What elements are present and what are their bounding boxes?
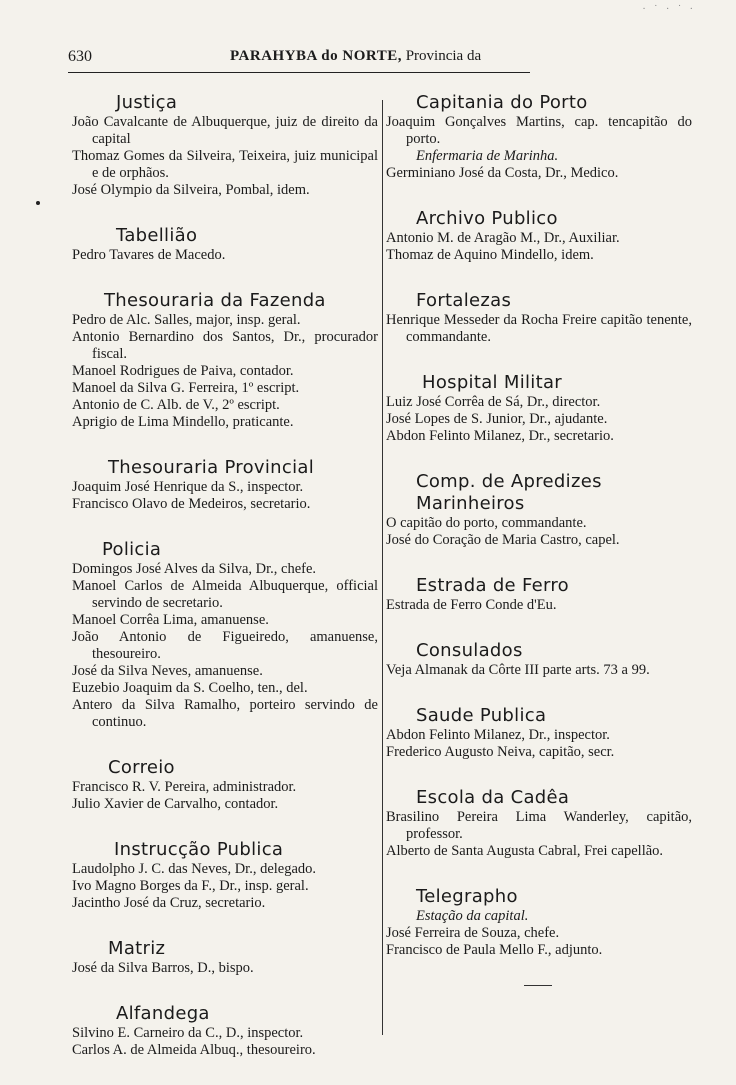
right-section: [386, 471, 692, 549]
entry-line: O capitão do porto, commandante.: [386, 515, 587, 531]
entry-line: José Olympio da Silveira, Pombal, idem.: [72, 182, 310, 198]
entry-line: Manoel da Silva G. Ferreira, 1º escript.: [72, 380, 300, 396]
entry-line: Antonio Bernardino dos Santos, Dr., procurador fiscal.: [72, 329, 378, 362]
entry-line: Alberto de Santa Augusta Cabral, Frei capellão.: [386, 843, 664, 859]
entry-line: Henrique Messeder da Rocha Freire capitão tenente, commandante.: [386, 312, 692, 345]
left-section: [72, 1003, 378, 1059]
entry-line: José Ferreira de Souza, chefe.: [386, 925, 560, 941]
entry-line: José da Silva Neves, amanuense.: [72, 663, 263, 679]
entry-line: Pedro de Alc. Salles, major, insp. geral.: [72, 312, 301, 328]
entry-line: Silvino E. Carneiro da C., D., inspector.: [72, 1025, 304, 1041]
running-title: [230, 48, 481, 65]
entry-line: Joaquim Gonçalves Martins, cap. tencapitão do porto.: [386, 114, 692, 147]
section-heading: Policia: [102, 539, 162, 560]
section-heading: Consulados: [416, 640, 523, 661]
section-heading: Matriz: [108, 938, 166, 959]
section-heading: Capitania do Porto: [416, 92, 588, 113]
section-heading: Tabellião: [116, 225, 198, 246]
left-section: [72, 938, 378, 977]
right-section: [386, 208, 692, 264]
left-section: [72, 290, 378, 431]
entry-line: Aprigio de Lima Mindello, praticante.: [72, 414, 294, 430]
right-section: [386, 886, 692, 959]
entry-line: Francisco de Paula Mello F., adjunto.: [386, 942, 603, 958]
right-column: [386, 92, 692, 986]
section-heading: Correio: [108, 757, 175, 778]
entry-line: Pedro Tavares de Macedo.: [72, 247, 226, 263]
entry-line: Ivo Magno Borges da F., Dr., insp. geral.: [72, 878, 309, 894]
entry-line: José do Coração de Maria Castro, capel.: [386, 532, 620, 548]
left-column: [72, 92, 378, 1085]
running-title-rest: Provincia da: [405, 48, 482, 64]
section-heading: Comp. de Apredizes Marinheiros: [416, 471, 602, 514]
section-heading: Escola da Cadêa: [416, 787, 570, 808]
section-heading: Justiça: [116, 92, 178, 113]
section-heading: Fortalezas: [416, 290, 512, 311]
entry-line: Abdon Felinto Milanez, Dr., inspector.: [386, 727, 610, 743]
left-section: [72, 92, 378, 199]
right-section: [386, 290, 692, 346]
left-section: [72, 757, 378, 813]
entry-line: Carlos A. de Almeida Albuq., thesoureiro.: [72, 1042, 316, 1058]
section-heading: Hospital Militar: [422, 372, 562, 393]
entry-line: Jacintho José da Cruz, secretario.: [72, 895, 266, 911]
entry-line: Antonio M. de Aragão M., Dr., Auxiliar.: [386, 230, 620, 246]
entry-line: Joaquim José Henrique da S., inspector.: [72, 479, 304, 495]
entry-line: Abdon Felinto Milanez, Dr., secretario.: [386, 428, 614, 444]
entry-line: José Lopes de S. Junior, Dr., ajudante.: [386, 411, 608, 427]
section-heading: Archivo Publico: [416, 208, 558, 229]
right-section: [386, 705, 692, 761]
page-number: 630: [68, 48, 92, 65]
paper-specks: · ˙ · ˙ ·: [642, 4, 696, 15]
ink-dot: [36, 201, 40, 205]
column-divider: [382, 100, 383, 1035]
section-heading: Estrada de Ferro: [416, 575, 569, 596]
section-heading: Telegrapho: [416, 886, 518, 907]
entry-line: Domingos José Alves da Silva, Dr., chefe.: [72, 561, 317, 577]
section-heading: Saude Publica: [416, 705, 547, 726]
entry-line: José da Silva Barros, D., bispo.: [72, 960, 254, 976]
entry-line: Julio Xavier de Carvalho, contador.: [72, 796, 279, 812]
entry-line: Thomaz Gomes da Silveira, Teixeira, juiz municipal e de orphãos.: [72, 148, 378, 181]
entry-line: Germiniano José da Costa, Dr., Medico.: [386, 165, 619, 181]
entry-line: Antonio de C. Alb. de V., 2º escript.: [72, 397, 280, 413]
entry-line: Euzebio Joaquim da S. Coelho, ten., del.: [72, 680, 308, 696]
entry-line: Estrada de Ferro Conde d'Eu.: [386, 597, 557, 613]
right-section: [386, 92, 692, 182]
end-rule: [524, 985, 552, 986]
entry-line: Brasilino Pereira Lima Wanderley, capitão, professor.: [386, 809, 692, 842]
entry-line: Francisco Olavo de Medeiros, secretario.: [72, 496, 311, 512]
entry-line: Thomaz de Aquino Mindello, idem.: [386, 247, 594, 263]
section-heading: Thesouraria da Fazenda: [104, 290, 326, 311]
entry-line: Manoel Corrêa Lima, amanuense.: [72, 612, 269, 628]
right-section: [386, 575, 692, 614]
entry-line: João Cavalcante de Albuquerque, juiz de direito da capital: [72, 114, 378, 147]
right-section: [386, 372, 692, 445]
section-heading: Instrucção Publica: [114, 839, 284, 860]
section-heading: Thesouraria Provincial: [108, 457, 315, 478]
section-subheading: Estação da capital.: [416, 908, 529, 924]
entry-line: Francisco R. V. Pereira, administrador.: [72, 779, 297, 795]
left-section: [72, 225, 378, 264]
running-title-bold: PARAHYBA do NORTE,: [230, 48, 402, 64]
entry-line: Frederico Augusto Neiva, capitão, secr.: [386, 744, 615, 760]
entry-line: Antero da Silva Ramalho, porteiro servindo de continuo.: [72, 697, 378, 730]
section-heading: Alfandega: [116, 1003, 210, 1024]
right-section: [386, 640, 692, 679]
entry-line: Luiz José Corrêa de Sá, Dr., director.: [386, 394, 601, 410]
entry-line: Veja Almanak da Côrte III parte arts. 73 a 99.: [386, 662, 650, 678]
entry-line: Manoel Rodrigues de Paiva, contador.: [72, 363, 294, 379]
left-section: [72, 539, 378, 731]
entry-line: João Antonio de Figueiredo, amanuense, thesoureiro.: [72, 629, 378, 662]
running-header: [68, 48, 530, 73]
left-section: [72, 457, 378, 513]
left-section: [72, 839, 378, 912]
entry-line: Manoel Carlos de Almeida Albuquerque, official servindo de secretario.: [72, 578, 378, 611]
entry-line: Laudolpho J. C. das Neves, Dr., delegado.: [72, 861, 317, 877]
section-subheading: Enfermaria de Marinha.: [416, 148, 559, 164]
right-section: [386, 787, 692, 860]
